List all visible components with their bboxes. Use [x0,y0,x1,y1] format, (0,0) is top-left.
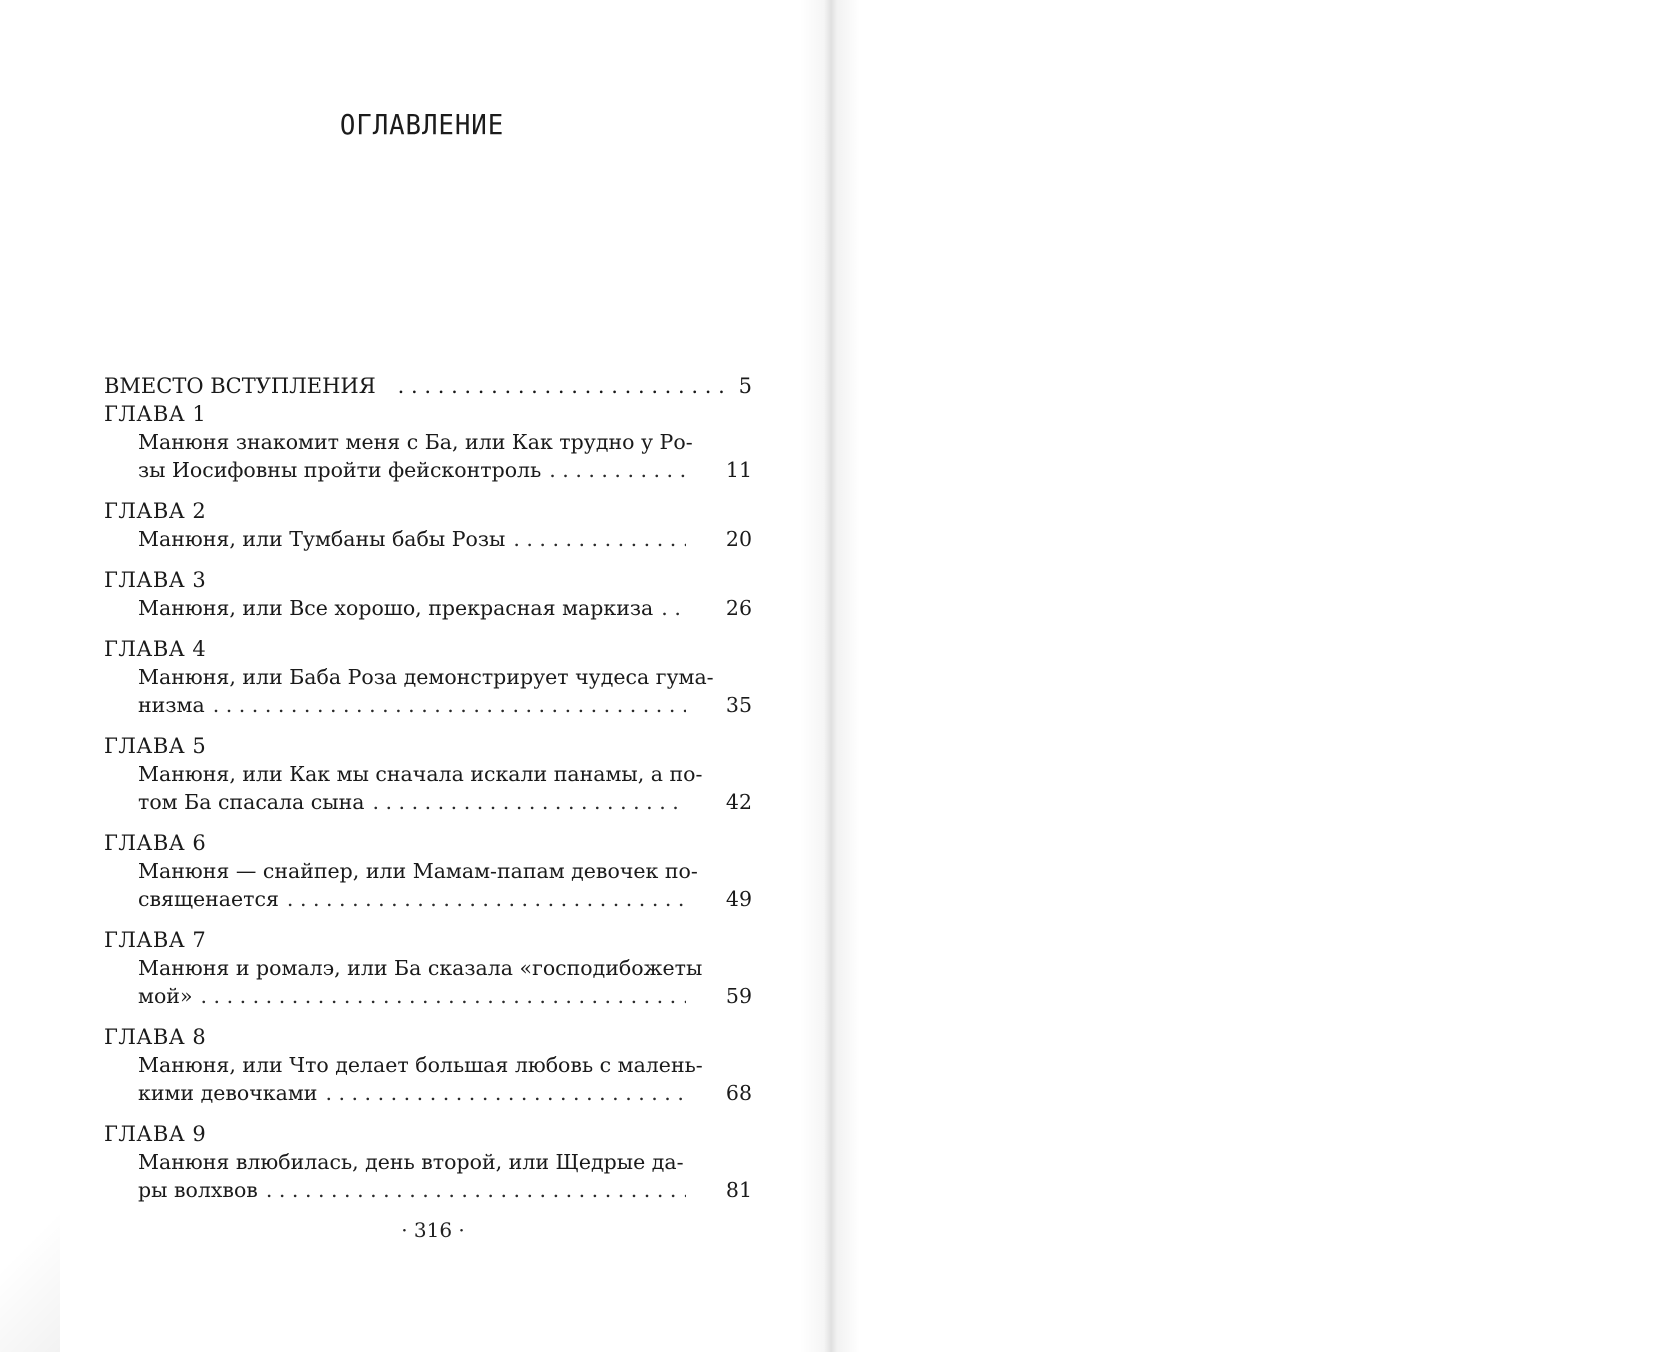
intro-title: ВМЕСТО ВСТУПЛЕНИЯ [104,374,376,398]
chapter-title-line: низма [138,693,205,717]
chapter-title [104,954,752,1010]
chapter-title-line: кими девочками [138,1081,318,1105]
chapter-title [104,663,752,719]
chapter-label: ГЛАВА 8 [104,1025,207,1049]
chapter-title-line: том Ба спасала сына [138,790,365,814]
chapter-title-last-line [138,1079,752,1107]
intro-page: 5 [738,374,752,398]
chapter-label: ГЛАВА 7 [104,928,207,952]
toc-entry [104,497,752,553]
page-corner-shadow [0,1172,60,1352]
dot-leader [287,885,686,913]
toc-heading: ОГЛАВЛЕНИЕ [339,108,505,141]
book-gutter-shadow [800,0,860,1352]
chapter-page-number: 20 [725,527,752,551]
chapter-title-last-line [138,691,752,719]
chapter-title [104,594,752,622]
chapter-label: ГЛАВА 5 [104,734,207,758]
chapter-title-last-line [138,1176,752,1204]
chapter-label: ГЛАВА 2 [104,499,207,523]
chapter-page-number: 26 [725,596,752,620]
dot-leader [661,594,686,622]
chapter-title-last-line [138,788,752,816]
chapter-title-line: Манюня влюбилась, день второй, или Щедрые да- [138,1150,684,1174]
chapter-title-last-line [138,525,752,553]
chapter-title-line: мой» [138,984,193,1008]
dot-leader [513,525,686,553]
chapter-title [104,760,752,816]
chapter-page-number: 42 [725,790,752,814]
toc-list-left [104,372,752,1217]
chapter-page-number: 81 [725,1178,752,1202]
left-page [0,0,836,1352]
page-number-left: · 316 · [401,1218,465,1242]
dot-leader [549,456,686,484]
chapter-label: ГЛАВА 3 [104,568,207,592]
chapter-title [104,1148,752,1204]
chapter-title-last-line [138,456,752,484]
chapter-title-line: Манюня, или Тумбаны бабы Розы [138,527,506,551]
chapter-label: ГЛАВА 1 [104,402,207,426]
chapter-label: ГЛАВА 4 [104,637,207,661]
chapter-title-last-line [138,594,752,622]
chapter-title-line: Манюня, или Что делает большая любовь с малень- [138,1053,703,1077]
chapter-title-line: Манюня и ромалэ, или Ба сказала «господибожеты [138,956,703,980]
chapter-title-line: ры волхвов [138,1178,258,1202]
chapter-title-last-line [138,982,752,1010]
chapter-label: ГЛАВА 6 [104,831,207,855]
dot-leader [398,372,725,400]
toc-entry [104,1120,752,1204]
toc-entry [104,635,752,719]
dot-leader [213,691,686,719]
dot-leader [325,1079,686,1107]
toc-entry [104,566,752,622]
chapter-page-number: 68 [725,1081,752,1105]
chapter-title-line: Манюня знакомит меня с Ба, или Как трудно у Ро- [138,430,693,454]
chapter-title-line: Манюня, или Как мы сначала искали панамы, а по- [138,762,703,786]
chapter-page-number: 11 [725,458,752,482]
chapter-title-line: зы Иосифовны пройти фейсконтроль [138,458,542,482]
chapter-title-line: Манюня — снайпер, или Мамам-папам девочек по- [138,859,698,883]
chapter-title-line: Манюня, или Все хорошо, прекрасная маркиза [138,596,654,620]
chapter-title [104,857,752,913]
chapter-title-line: священается [138,887,279,911]
chapter-page-number: 35 [725,693,752,717]
toc-entry [104,732,752,816]
dot-leader [266,1176,686,1204]
dot-leader [372,788,686,816]
chapter-title-last-line [138,885,752,913]
toc-entry [104,400,752,484]
chapter-title [104,525,752,553]
chapter-title [104,1051,752,1107]
chapter-title-line: Манюня, или Баба Роза демонстрирует чудеса гума- [138,665,714,689]
chapter-page-number: 49 [725,887,752,911]
toc-entry [104,829,752,913]
right-page [844,0,1674,1352]
chapter-title [104,428,752,484]
toc-entry [104,1023,752,1107]
toc-entry [104,926,752,1010]
chapter-label: ГЛАВА 9 [104,1122,207,1146]
toc-entry-intro [104,372,752,400]
chapter-page-number: 59 [725,984,752,1008]
dot-leader [201,982,687,1010]
